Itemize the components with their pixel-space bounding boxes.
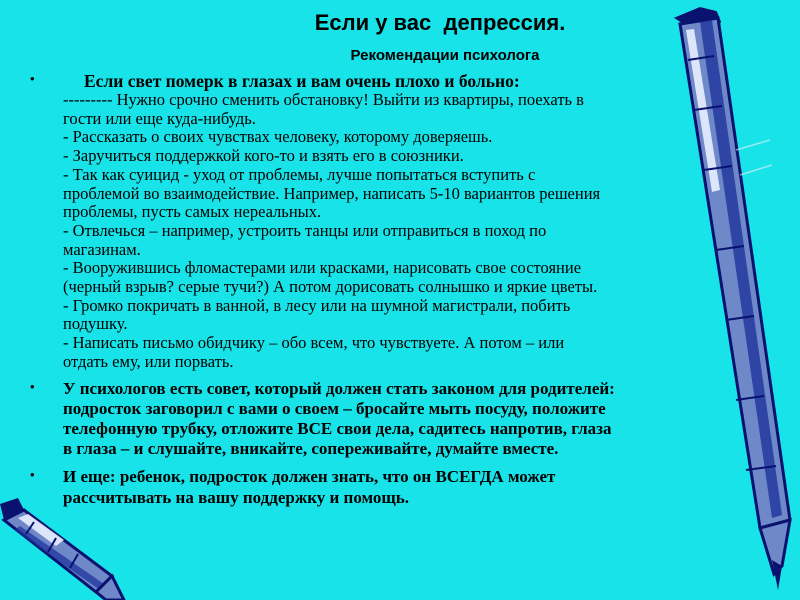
bullet-dot: • xyxy=(30,467,35,483)
bullet-item-3 xyxy=(30,467,790,507)
bullet-line: проблемы, пусть самых нереальных. xyxy=(63,202,322,222)
bullet-line: телефонную трубку, отложите ВСЕ свои дела, садитесь напротив, глаза xyxy=(63,418,612,438)
bullet-line: И еще: ребенок, подросток должен знать, что он ВСЕГДА может xyxy=(63,467,556,487)
bullet-line: отдать ему, или порвать. xyxy=(63,351,234,371)
bullet-line: - Так как суицид - уход от проблемы, лучше попытаться вступить с xyxy=(63,164,536,184)
bullet-line: рассчитывать на вашу поддержку и помощь. xyxy=(63,487,409,507)
slide-subtitle: Рекомендации психолога xyxy=(350,47,540,64)
bullet-item-2 xyxy=(30,379,790,460)
bullet-line: У психологов есть совет, который должен стать законом для родителей: xyxy=(63,378,615,398)
bullet-line: гости или еще куда-нибудь. xyxy=(63,108,256,128)
bullet-line: - Написать письмо обидчику – обо всем, что чувствуете. А потом – или xyxy=(63,333,565,353)
slide-content xyxy=(30,71,790,508)
bullet-line: (черный взрыв? серые тучи?) А потом дорисовать солнышко и яркие цветы. xyxy=(63,277,598,297)
bullet-line: проблемой во взаимодействие. Например, написать 5-10 вариантов решения xyxy=(63,183,601,203)
bullet-line: - Отвлечься – например, устроить танцы или отправиться в поход по xyxy=(63,220,547,240)
bullet-line: - Рассказать о своих чувствах человеку, которому доверяешь. xyxy=(63,127,493,147)
bullet-dot: • xyxy=(30,71,35,86)
bullet-dot: • xyxy=(30,378,35,394)
bullet-line: --------- Нужно срочно сменить обстановку! Выйти из квартиры, поехать в xyxy=(63,90,584,109)
bullet-item-1 xyxy=(30,71,790,372)
bullet-heading: Если свет померк в глазах и вам очень плохо и больно: xyxy=(84,71,520,91)
bullet-line: в глаза – и слушайте, вникайте, сопереживайте, думайте вместе. xyxy=(63,439,559,459)
bullet-line: подушку. xyxy=(63,314,128,334)
slide-title: Если у вас депрессия. xyxy=(314,10,566,35)
bullet-line: - Вооружившись фломастерами или красками, нарисовать свое состояние xyxy=(63,258,582,278)
bullet-line: - Громко покричать в ванной, в лесу или на шумной магистрали, побить xyxy=(63,295,571,315)
bullet-line: подросток заговорил с вами о своем – бросайте мыть посуду, положите xyxy=(63,398,606,418)
bullet-line: - Заручиться поддержкой кого-то и взять его в союзники. xyxy=(63,146,464,166)
bullet-line: магазинам. xyxy=(63,239,141,259)
left-pen-icon xyxy=(0,498,124,600)
